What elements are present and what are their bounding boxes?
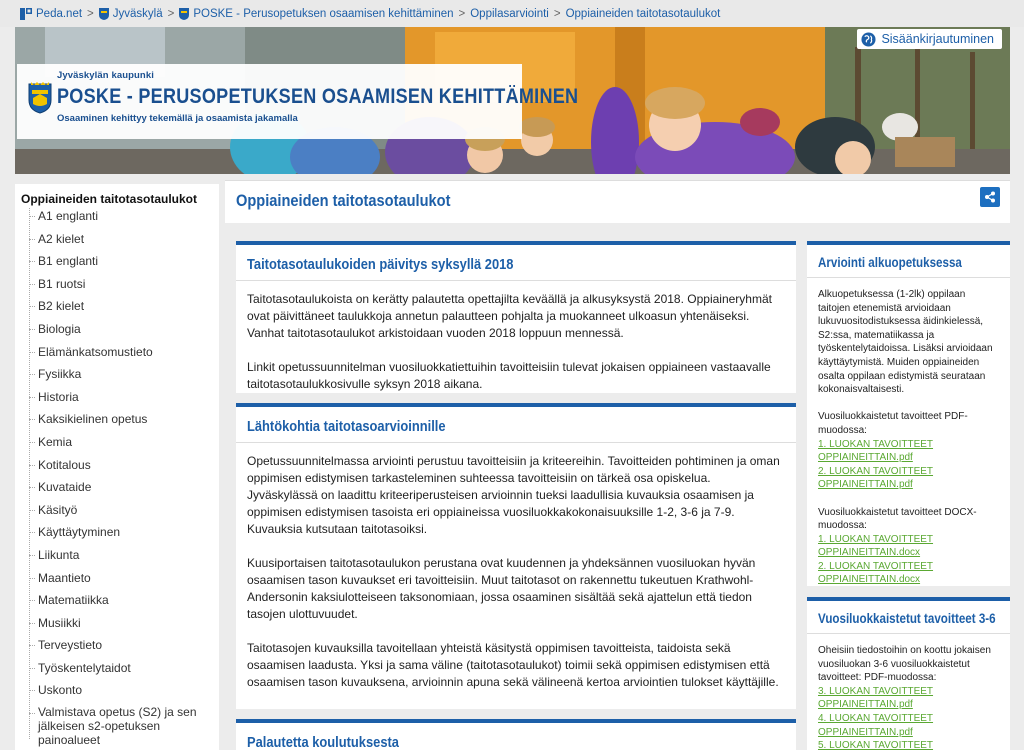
hero-banner: [15, 27, 1010, 174]
download-link[interactable]: 3. LUOKAN TAVOITTEET OPPIAINEITTAIN.pdf: [818, 685, 934, 711]
download-link[interactable]: 1. LUOKAN TAVOITTEET OPPIAINEITTAIN.docx: [818, 533, 934, 559]
pdf-label: Vuosiluokkaistetut tavoitteet PDF-muodossa:: [818, 411, 968, 436]
sidebar-item[interactable]: Uskonto: [29, 682, 219, 705]
section-title: Taitotasotaulukoiden päivitys syksyllä 2018: [247, 256, 514, 273]
download-link[interactable]: 2. LUOKAN TAVOITTEET OPPIAINEITTAIN.docx: [818, 560, 934, 586]
sidebar-item[interactable]: Käyttäytyminen: [29, 524, 219, 547]
sidebar-item[interactable]: Biologia: [29, 321, 219, 344]
sidebar-item[interactable]: Valmistava opetus (S2) ja sen jälkeisen s2-opetuksen painoalueet: [29, 705, 219, 739]
section-title: Lähtökohtia taitotasoarvioinnille: [247, 418, 446, 435]
globe-icon: [861, 32, 876, 47]
section-paragraph: [247, 708, 784, 709]
docx-label: Vuosiluokkaistetut tavoitteet DOCX-muodossa:: [818, 506, 977, 532]
download-link[interactable]: 4. LUOKAN TAVOITTEET OPPIAINEITTAIN.pdf: [818, 712, 934, 738]
login-label: Sisäänkirjautuminen: [881, 32, 994, 46]
right-box-alkuopetus: [807, 241, 1010, 586]
download-link[interactable]: 2. LUOKAN TAVOITTEET OPPIAINEITTAIN.pdf: [818, 465, 934, 491]
page-title: Oppiaineiden taitotasotaulukot: [236, 191, 451, 210]
sidebar-list: [29, 208, 219, 748]
login-button[interactable]: [857, 29, 1002, 49]
section-paragraph: Kuusiportaisen taitotasotaulukon perustana ovat kuudennen ja yhdeksännen vuosiluokan hyvän osaamisen tason kuvaukset eri tavoitteisiin. Muut taitotasot on rakennettu tukeutuen Krathwohl-Andersonin kaksiulotteiseen taksonomiaan, jossa osaaminen sisältää sekä ajattelun että tiedon tasojen ulottuvuudet.: [247, 556, 756, 621]
site-title[interactable]: POSKE - PERUSOPETUKSEN OSAAMISEN KEHITTÄMINEN: [57, 85, 579, 108]
sidebar-item[interactable]: Liikunta: [29, 547, 219, 570]
sidebar-item[interactable]: Matematiikka: [29, 592, 219, 615]
sidebar-item[interactable]: A1 englanti: [29, 208, 219, 231]
sidebar-item[interactable]: Musiikki: [29, 615, 219, 638]
sidebar-item[interactable]: A2 kielet: [29, 231, 219, 254]
spacer: [818, 492, 1000, 506]
content-box-feedback: [236, 719, 796, 750]
spacer: [818, 397, 1000, 411]
section-paragraph: Taitotasotaulukoista on kerätty palautetta opettajilta keväällä ja alkusyksystä 2018. Oppiaineryhmät ovat päivittäneet taulukkoja annetun palautteen pohjalta ja muokanneet ulkoasun yhtenäiseksi. Vanhat taitotasotaulukot arkistoidaan vuoden 2018 loppuun mennessä.: [247, 292, 772, 340]
section-title: Palautetta koulutuksesta: [247, 734, 399, 750]
breadcrumb-separator: >: [87, 7, 94, 20]
sidebar-title[interactable]: Oppiaineiden taitotasotaulukot: [21, 192, 198, 206]
page-header: [225, 180, 1010, 223]
breadcrumb: [0, 0, 1024, 27]
sidebar-item[interactable]: Käsityö: [29, 502, 219, 525]
jyvaskyla-crest-icon: [99, 8, 109, 20]
site-title-box: [17, 64, 579, 139]
breadcrumb-link-jyvaskyla[interactable]: Jyväskylä: [112, 7, 163, 20]
download-link[interactable]: 1. LUOKAN TAVOITTEET OPPIAINEITTAIN.pdf: [818, 438, 934, 464]
sidebar-item[interactable]: B2 kielet: [29, 298, 219, 321]
sidebar-item[interactable]: Historia: [29, 389, 219, 412]
right-box-title: Vuosiluokkaistetut tavoitteet 3-6: [818, 611, 996, 626]
sidebar-item[interactable]: Elämänkatsomustieto: [29, 344, 219, 367]
sidebar-item[interactable]: Terveystieto: [29, 637, 219, 660]
sidebar-item[interactable]: Työskentelytaidot: [29, 660, 219, 683]
pedanet-logo-icon: [20, 8, 32, 20]
breadcrumb-link-oppilasarviointi[interactable]: Oppilasarviointi: [470, 7, 549, 20]
sidebar-item[interactable]: Kaksikielinen opetus: [29, 411, 219, 434]
content-box-update: [236, 241, 796, 393]
section-paragraph: Opetussuunnitelmassa arviointi perustuu tavoitteisiin ja kriteereihin. Tavoitteiden pohtiminen ja oman oppimisen edistymisen tarkasteleminen suhteessa tavoitteisiin on tärkeä osa opiskelua. Jyväskylässä on laadittu kriteeriperusteisen arvioinnin tueksi laadullisia kuvauksia osaamisen ja oppimisen edistymisen tasoista eri oppiaineissa vuosiluokkakokonaisuuksille 1-2, 3-6 ja 7-9. Kuvauksia kutsutaan taitotasoiksi.: [247, 454, 780, 536]
divider: [236, 442, 796, 443]
download-link[interactable]: 5. LUOKAN TAVOITTEET: [818, 740, 934, 750]
jyvaskyla-crest-icon: [28, 82, 52, 114]
jyvaskyla-crest-icon: [179, 8, 189, 20]
divider: [807, 277, 1010, 278]
sidebar-item[interactable]: B1 ruotsi: [29, 276, 219, 299]
sidebar-nav: [15, 184, 219, 750]
city-name: Jyväskylän kaupunki: [57, 70, 154, 81]
content-box-basis: [236, 403, 796, 709]
section-paragraph: Linkit opetussuunnitelman vuosiluokkatiettuihin tavoitteisiin tulevat jokaisen oppiaineen vastaavalle taitotasotaulukkosivulle syksyn 2018 aikana.: [247, 360, 771, 391]
sidebar-item[interactable]: Fysiikka: [29, 366, 219, 389]
breadcrumb-separator: >: [458, 7, 466, 20]
share-button[interactable]: [980, 187, 1000, 207]
sidebar-item[interactable]: Kuvataide: [29, 479, 219, 502]
breadcrumb-link-current[interactable]: Oppiaineiden taitotasotaulukot: [565, 7, 721, 20]
right-box-intro: Alkuopetuksessa (1-2lk) oppilaan taitojen etenemistä arvioidaan lukuvuositodistuksessa äidinkielessä, S2:ssa, matematiikassa ja työskentelytaidoissa. Lisäksi arvioidaan käyttäytymistä. Muiden oppiaineiden osalta oppilaan edistymistä seurataan kokonaisvaltaisesti.: [818, 289, 993, 396]
share-icon: [984, 191, 996, 203]
breadcrumb-separator: >: [553, 7, 561, 20]
site-tagline: Osaaminen kehittyy tekemällä ja osaamista jakamalla: [57, 113, 298, 124]
breadcrumb-link-poske[interactable]: POSKE - Perusopetuksen osaamisen kehittäminen: [193, 7, 454, 20]
sidebar-item[interactable]: Maantieto: [29, 570, 219, 593]
right-box-intro: Oheisiin tiedostoihin on koottu jokaisen vuosiluokan 3-6 vuosiluokkaistetut tavoitteet: PDF-muodossa:: [818, 645, 991, 684]
divider: [236, 280, 796, 281]
right-box-title: Arviointi alkuopetuksessa: [818, 255, 962, 270]
right-box-3-6: [807, 597, 1010, 750]
divider: [807, 633, 1010, 634]
breadcrumb-link-pedanet[interactable]: Peda.net: [36, 7, 83, 20]
sidebar-item[interactable]: Kotitalous: [29, 457, 219, 480]
section-paragraph: Taitotasojen kuvauksilla tavoitellaan yhteistä käsitystä oppimisen tavoitteista, taidoista sekä osaamisen laadusta. Yksi ja sama väline (taitotasotaulukot) toimii sekä oppimisen edistymisen että osaamisen tason kuvauksena, arvioinnin apuna sekä välineenä kertoa arviointien tulokset käyttäjille.: [247, 641, 779, 689]
sidebar-item[interactable]: Kemia: [29, 434, 219, 457]
breadcrumb-separator: >: [167, 7, 175, 20]
sidebar-item[interactable]: B1 englanti: [29, 253, 219, 276]
